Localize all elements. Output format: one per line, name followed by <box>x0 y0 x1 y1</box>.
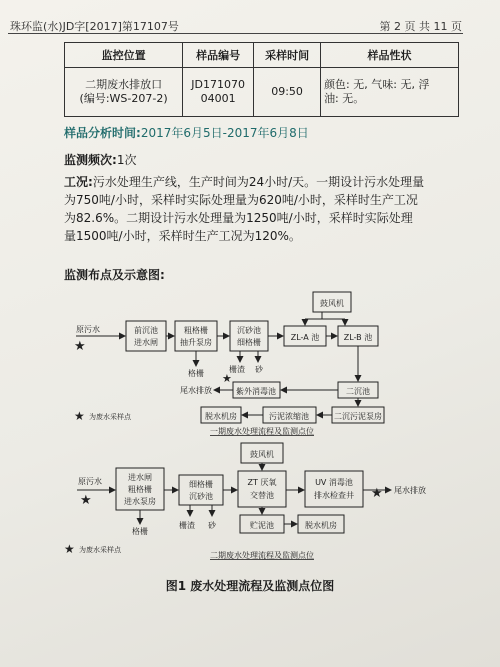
cell-sample-id <box>183 68 254 117</box>
condition-line3: 为82.6%。二期设计污水处理量为1250吨/小时，采样时实际处理 <box>64 211 413 225</box>
d1-fine-screen-label: 细格栅 <box>237 338 261 347</box>
analysis-time-label: 样品分析时间: <box>64 126 141 140</box>
cell-traits <box>321 68 459 117</box>
traits-line2: 油: 无。 <box>324 92 365 105</box>
header-sample-id: 样品编号 <box>183 43 254 68</box>
table-row <box>65 68 459 117</box>
d1-uv-label: 紫外消毒池 <box>236 387 276 396</box>
condition-label: 工况: <box>64 175 93 189</box>
phase2-diagram <box>64 443 426 560</box>
d1-sand-label: 砂 <box>255 365 263 374</box>
d2-title: 二期废水处理流程及监测点位 <box>210 551 314 560</box>
d1-legend-label: 为废水采样点 <box>89 413 131 421</box>
d1-fine-screenings-label: 栅渣 <box>229 365 245 374</box>
frequency-value: 1次 <box>116 153 137 167</box>
d1-pre-sedimentation-label: 前沉池 <box>134 326 158 335</box>
d2-sample-point-icon: ★ <box>80 493 92 508</box>
d2-uv-label: UV 消毒池 <box>315 478 353 487</box>
d1-grit-chamber-label: 沉砂池 <box>237 326 261 335</box>
d2-dewatering-label: 脱水机房 <box>305 521 337 530</box>
cell-time: 09:50 <box>254 68 321 117</box>
d1-zla-label: ZL-A 池 <box>290 333 320 342</box>
d2-effluent-label: 尾水排放 <box>394 486 426 495</box>
d2-raw-water-label: 原污水 <box>78 477 102 486</box>
d1-sludge-thickener-label: 污泥浓缩池 <box>269 412 309 421</box>
header-location: 监控位置 <box>65 43 183 68</box>
d2-inlet-pump-label: 进水泵房 <box>124 497 156 506</box>
condition-line1: 污水处理生产线，生产时间为24小时/天。一期设计污水处理量 <box>92 175 425 189</box>
phase1-diagram <box>74 292 384 436</box>
d1-sample-point-icon: ★ <box>74 339 86 354</box>
d2-coarse-screen-label: 粗格栅 <box>128 485 152 494</box>
location-name: 二期废水排放口 <box>85 78 163 91</box>
d1-dewatering-label: 脱水机房 <box>205 412 237 421</box>
d2-zt-alternating-label: 交替池 <box>250 491 274 500</box>
d1-legend-star-icon: ★ <box>74 409 85 423</box>
d2-legend-star-icon: ★ <box>64 542 75 556</box>
d2-grit-chamber-label: 沉砂池 <box>189 492 213 501</box>
traits-line1: 颜色: 无, 气味: 无, 浮 <box>324 78 430 91</box>
d2-legend-label: 为废水采样点 <box>79 546 121 554</box>
d2-inspection-well-label: 排水检查井 <box>314 491 354 500</box>
condition-paragraph <box>64 173 469 245</box>
header-traits: 样品性状 <box>321 43 459 68</box>
d2-uv-box <box>305 471 363 507</box>
figure-caption: 图1 废水处理流程及监测点位图 <box>165 579 335 593</box>
d1-inlet-gate-label: 进水闸 <box>134 338 158 347</box>
cell-location <box>65 68 183 117</box>
d2-sample-point-icon: ★ <box>371 486 383 501</box>
d1-coarse-screen-label: 粗格栅 <box>184 326 208 335</box>
monitor-frequency <box>64 151 469 169</box>
d1-effluent-label: 尾水排放 <box>180 386 212 395</box>
document-number: 珠环监(水)JD字[2017]第17107号 <box>10 20 179 33</box>
analysis-time-value: 2017年6月5日-2017年6月8日 <box>140 126 309 140</box>
location-code: (编号:WS-207-2) <box>79 92 168 105</box>
table-header-row <box>65 43 459 68</box>
condition-line2: 为750吨/小时，采样时实际处理量为620吨/小时，采样时生产工况 <box>64 193 418 207</box>
d1-title: 一期废水处理流程及监测点位 <box>210 427 314 436</box>
d1-raw-water-label: 原污水 <box>76 325 100 334</box>
frequency-label: 监测频次: <box>64 153 117 167</box>
d2-blower-label: 鼓风机 <box>250 450 274 459</box>
d1-sludge-pump-label: 二沉污泥泵房 <box>334 412 382 421</box>
d1-sample-point-icon: ★ <box>222 372 232 385</box>
d2-inlet-gate-label: 进水闸 <box>128 473 152 482</box>
d2-zt-anaerobic-label: ZT 厌氧 <box>247 478 277 487</box>
analysis-time <box>64 124 469 142</box>
process-flow-diagram <box>0 288 500 573</box>
d1-blower-label: 鼓风机 <box>320 299 344 308</box>
page-indicator: 第 2 页 共 11 页 <box>379 20 462 33</box>
d1-lift-pump-label: 抽升泵房 <box>180 338 212 347</box>
d1-secondary-clarifier-label: 二沉池 <box>346 387 370 396</box>
d1-screenings-label: 格栅 <box>188 369 204 378</box>
condition-line4: 量1500吨/小时，采样时生产工况为120%。 <box>64 229 301 243</box>
d2-sludge-storage-label: 贮泥池 <box>250 521 274 530</box>
sample-id-part2: 04001 <box>200 92 236 105</box>
d2-zt-box <box>238 471 286 507</box>
sample-id-part1: JD171070 <box>191 78 245 91</box>
header-rule <box>8 33 463 34</box>
d2-fine-screen-label: 细格栅 <box>189 480 213 489</box>
sample-table <box>64 42 459 117</box>
d2-sand-label: 砂 <box>208 521 216 530</box>
d2-fine-screenings-label: 栅渣 <box>179 521 195 530</box>
header-time: 采样时间 <box>254 43 321 68</box>
d1-zlb-label: ZL-B 池 <box>343 333 373 342</box>
d2-screenings-label: 格栅 <box>132 527 148 536</box>
layout-title: 监测布点及示意图: <box>64 268 165 282</box>
